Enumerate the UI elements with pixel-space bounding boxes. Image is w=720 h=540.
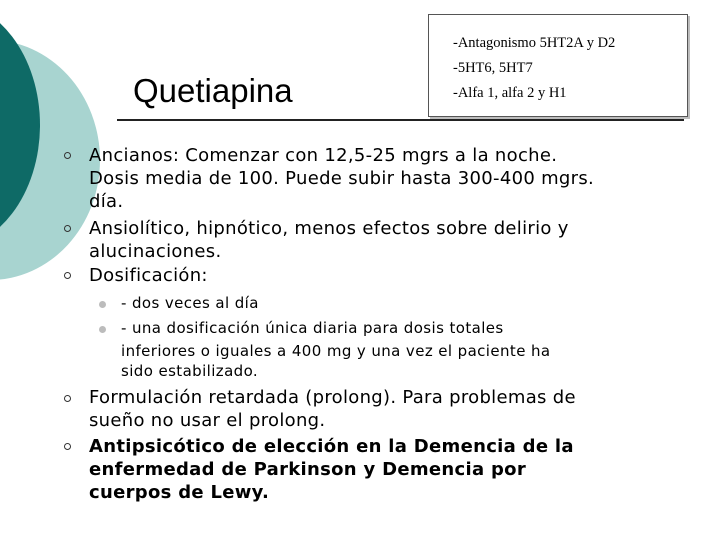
sub-bullet-line: inferiores o iguales a 400 mg y una vez el paciente ha	[121, 342, 551, 360]
bullet-ring-icon	[64, 152, 71, 159]
bullet-ring-icon	[64, 225, 71, 232]
mechanism-line: -5HT6, 5HT7	[453, 60, 533, 76]
slide-title: Quetiapina	[133, 72, 293, 109]
bullet-line: Dosis media de 100. Puede subir hasta 300-400 mgrs.	[89, 168, 595, 189]
sub-bullet-line: - una dosificación única diaria para dosis totales	[121, 319, 504, 337]
title-divider	[117, 119, 684, 121]
mechanism-box	[428, 14, 688, 117]
bullet-ring-icon	[64, 272, 71, 279]
bullet-line: Dosificación:	[89, 265, 208, 286]
bullet-line: Formulación retardada (prolong). Para problemas de	[89, 387, 576, 408]
sub-bullet-dot-icon	[99, 301, 106, 308]
bullet-line: cuerpos de Lewy.	[89, 482, 270, 503]
bullet-line: día.	[89, 191, 124, 212]
sub-bullet-dot-icon	[99, 326, 106, 333]
mechanism-line: -Alfa 1, alfa 2 y H1	[453, 85, 567, 101]
mechanism-line: -Antagonismo 5HT2A y D2	[453, 35, 616, 51]
bullet-line: enfermedad de Parkinson y Demencia por	[89, 459, 527, 480]
bullet-line: Ansiolítico, hipnótico, menos efectos sobre delirio y	[89, 218, 569, 239]
bullet-line: alucinaciones.	[89, 241, 222, 262]
sub-bullet-line: - dos veces al día	[121, 294, 259, 312]
bullet-ring-icon	[64, 443, 71, 450]
bullet-line: Ancianos: Comenzar con 12,5-25 mgrs a la noche.	[89, 145, 558, 166]
bullet-line: sueño no usar el prolong.	[89, 410, 326, 431]
bullet-ring-icon	[64, 395, 71, 402]
bullet-line: Antipsicótico de elección en la Demencia de la	[89, 436, 574, 457]
sub-bullet-line: sido estabilizado.	[121, 362, 259, 380]
